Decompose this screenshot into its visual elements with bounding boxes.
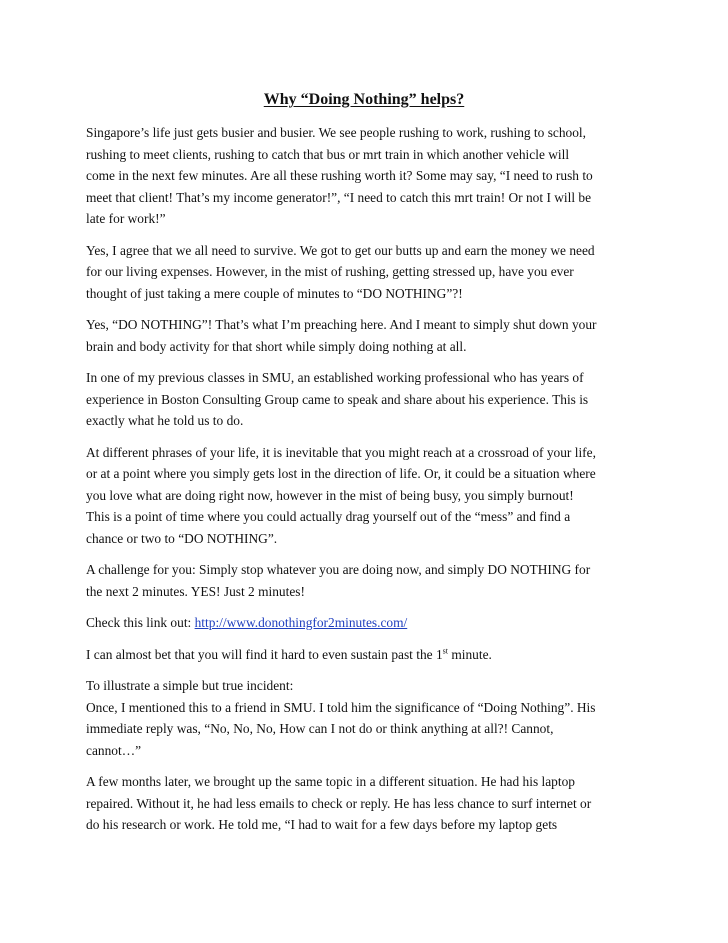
bet-text-before: I can almost bet that you will find it hard to even sustain past the 1 bbox=[86, 646, 443, 662]
ordinal-suffix: st bbox=[442, 646, 448, 656]
paragraph-3 bbox=[86, 314, 646, 357]
paragraph-5 bbox=[86, 442, 646, 550]
donothing-link[interactable]: http://www.donothingfor2minutes.com/ bbox=[194, 615, 408, 630]
paragraph-6 bbox=[86, 559, 646, 602]
text-line: Yes, “DO NOTHING”! That’s what I’m preaching here. And I meant to simply shut down your bbox=[86, 317, 597, 332]
text-line: experience in Boston Consulting Group came to speak and share about his experience. This is bbox=[86, 391, 589, 407]
text-line: At different phrases of your life, it is inevitable that you might reach at a crossroad of your life, bbox=[86, 444, 596, 460]
paragraph-2 bbox=[86, 240, 646, 305]
text-line: In one of my previous classes in SMU, an established working professional who has years of bbox=[86, 370, 584, 385]
text-line: To illustrate a simple but true incident: bbox=[86, 678, 294, 693]
text-line: A few months later, we brought up the same topic in a different situation. He had his laptop bbox=[86, 774, 575, 789]
paragraph-8 bbox=[86, 771, 646, 836]
text-line: rushing to meet clients, rushing to catch that bus or mrt train in which another vehicle will bbox=[86, 146, 570, 162]
text-line: late for work!” bbox=[86, 211, 166, 226]
paragraph-1 bbox=[86, 122, 646, 230]
text-line: Once, I mentioned this to a friend in SMU. I told him the significance of “Doing Nothing”. His bbox=[86, 699, 596, 715]
text-line: the next 2 minutes. YES! Just 2 minutes! bbox=[86, 583, 305, 599]
text-line bbox=[86, 644, 646, 666]
text-line: brain and body activity for that short while simply doing nothing at all. bbox=[86, 338, 467, 354]
bet-text-after: minute. bbox=[447, 646, 492, 662]
text-line: come in the next few minutes. Are all these rushing worth it? Some may say, “I need to rush to bbox=[86, 168, 593, 183]
text-line: for our living expenses. However, in the mist of rushing, getting stressed up, have you ever bbox=[86, 264, 574, 279]
text-line: do his research or work. He told me, “I had to wait for a few days before my laptop gets bbox=[86, 817, 558, 832]
paragraph-7 bbox=[86, 675, 646, 761]
document-body bbox=[86, 122, 646, 846]
text-line: cannot…” bbox=[86, 742, 142, 758]
paragraph-4 bbox=[86, 367, 646, 432]
text-line: chance or two to “DO NOTHING”. bbox=[86, 530, 278, 546]
link-prefix: Check this link out: bbox=[86, 615, 195, 630]
text-line: you love what are doing right now, however in the mist of being busy, you simply burnout! bbox=[86, 487, 574, 503]
text-line: Yes, I agree that we all need to survive. We got to get our butts up and earn the money we need bbox=[86, 242, 595, 258]
text-line: Singapore’s life just gets busier and busier. We see people rushing to work, rushing to school, bbox=[86, 125, 587, 140]
text-line: immediate reply was, “No, No, No, How can I not do or think anything at all?! Cannot, bbox=[86, 721, 554, 736]
text-line: A challenge for you: Simply stop whatever you are doing now, and simply DO NOTHING for bbox=[86, 562, 591, 577]
text-line: repaired. Without it, he had less emails to check or reply. He has less chance to surf internet or bbox=[86, 795, 592, 811]
bet-paragraph bbox=[86, 644, 646, 666]
document-title: Why “Doing Nothing” helps? bbox=[263, 91, 465, 108]
text-line: meet that client! That’s my income generator!”, “I need to catch this mrt train! Or not I will be bbox=[86, 189, 592, 205]
text-line: or at a point where you simply gets lost in the direction of life. Or, it could be a situation where bbox=[86, 466, 596, 481]
text-line: thought of just taking a mere couple of minutes to “DO NOTHING”?! bbox=[86, 285, 463, 301]
text-line: exactly what he told us to do. bbox=[86, 413, 244, 428]
text-line bbox=[86, 612, 646, 634]
link-paragraph bbox=[86, 612, 646, 634]
text-line: This is a point of time where you could actually drag yourself out of the “mess” and find a bbox=[86, 509, 571, 524]
